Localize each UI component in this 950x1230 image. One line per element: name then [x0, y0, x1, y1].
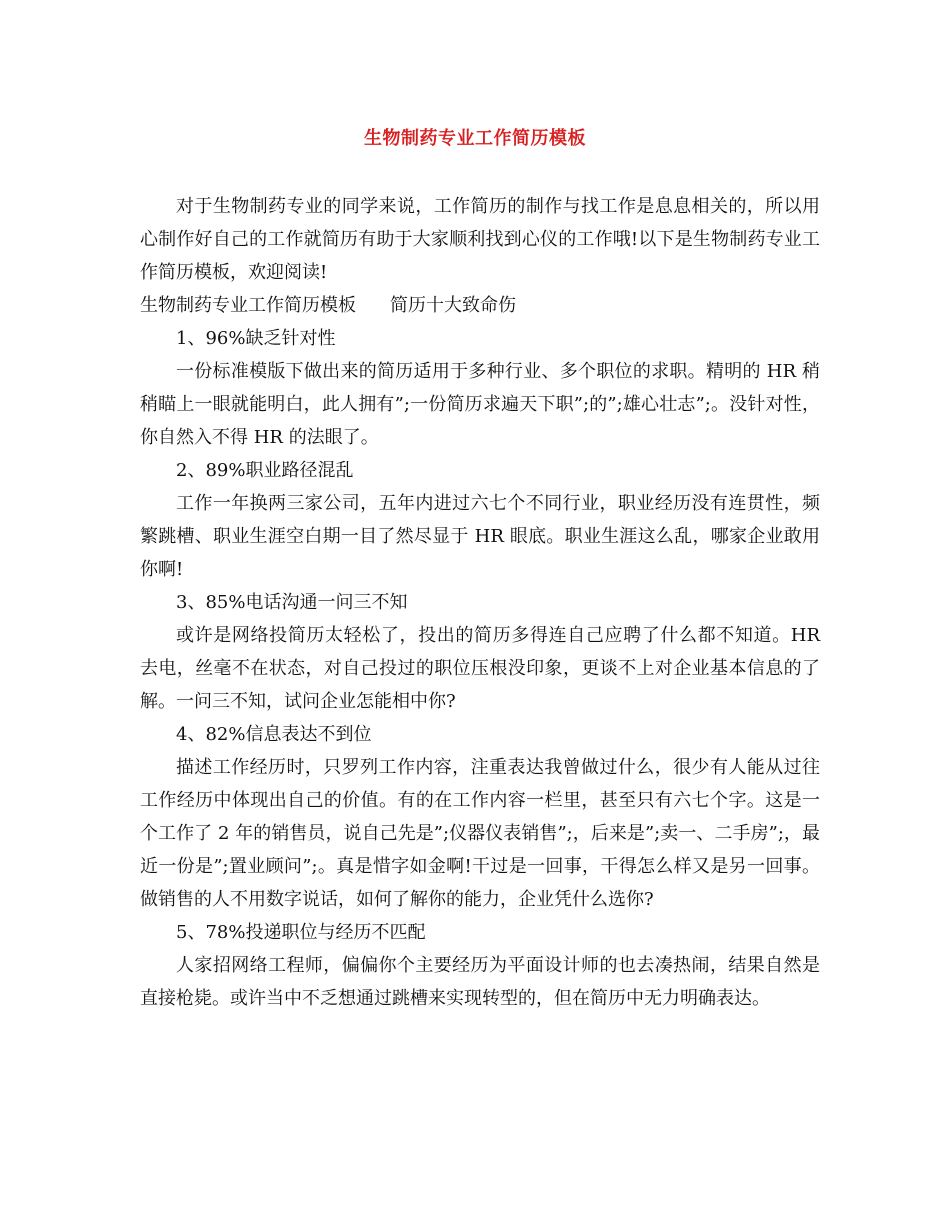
section-heading-1: 1、96%缺乏针对性	[176, 328, 336, 349]
document-title: 生物制药专业工作简历模板	[364, 128, 586, 149]
section-heading-4: 4、82%信息表达不到位	[176, 724, 372, 745]
subtitle-line	[140, 289, 820, 322]
subtitle-right: 简历十大致命伤	[390, 295, 516, 316]
section-body-3: 或许是网络投简历太轻松了，投出的简历多得连自己应聘了什么都不知道。HR 去电，丝毫不在状态，对自己投过的职位压根没印象，更谈不上对企业基本信息的了解。一问三不知，试问企业怎能相中你?	[140, 625, 820, 712]
document-body	[140, 190, 820, 1015]
intro-paragraph: 对于生物制药专业的同学来说，工作简历的制作与找工作是息息相关的，所以用心制作好自己的工作就简历有助于大家顺利找到心仪的工作哦!以下是生物制药专业工作简历模板，欢迎阅读!	[140, 196, 820, 283]
section-body-1: 一份标准模版下做出来的简历适用于多种行业、多个职位的求职。精明的 HR 稍稍瞄上一眼就能明白，此人拥有”;一份简历求遍天下职”;的”;雄心壮志”;。没针对性，你自然入不得 HR 的法眼了。	[140, 361, 820, 448]
section-body-5: 人家招网络工程师，偏偏你个主要经历为平面设计师的也去凑热闹，结果自然是直接枪毙。或许当中不乏想通过跳槽来实现转型的，但在简历中无力明确表达。	[140, 955, 820, 1009]
section-body-4: 描述工作经历时，只罗列工作内容，注重表达我曾做过什么，很少有人能从过往工作经历中体现出自己的价值。有的在工作内容一栏里，甚至只有六七个字。这是一个工作了 2 年的销售员，说自己先是”;仪器仪表销售”;，后来是”;卖一、二手房”;，最近一份是”;置业顾问”;。真是惜字如金啊!干过是一回事，干得怎么样又是另一回事。做销售的人不用数字说话，如何了解你的能力，企业凭什么选你?	[140, 757, 820, 910]
section-heading-2: 2、89%职业路径混乱	[176, 460, 354, 481]
section-heading-3: 3、85%电话沟通一问三不知	[176, 592, 408, 613]
section-body-2: 工作一年换两三家公司，五年内进过六七个不同行业，职业经历没有连贯性，频繁跳槽、职业生涯空白期一目了然尽显于 HR 眼底。职业生涯这么乱，哪家企业敢用你啊!	[140, 493, 820, 580]
subtitle-left: 生物制药专业工作简历模板	[140, 295, 356, 316]
section-heading-5: 5、78%投递职位与经历不匹配	[176, 922, 426, 943]
